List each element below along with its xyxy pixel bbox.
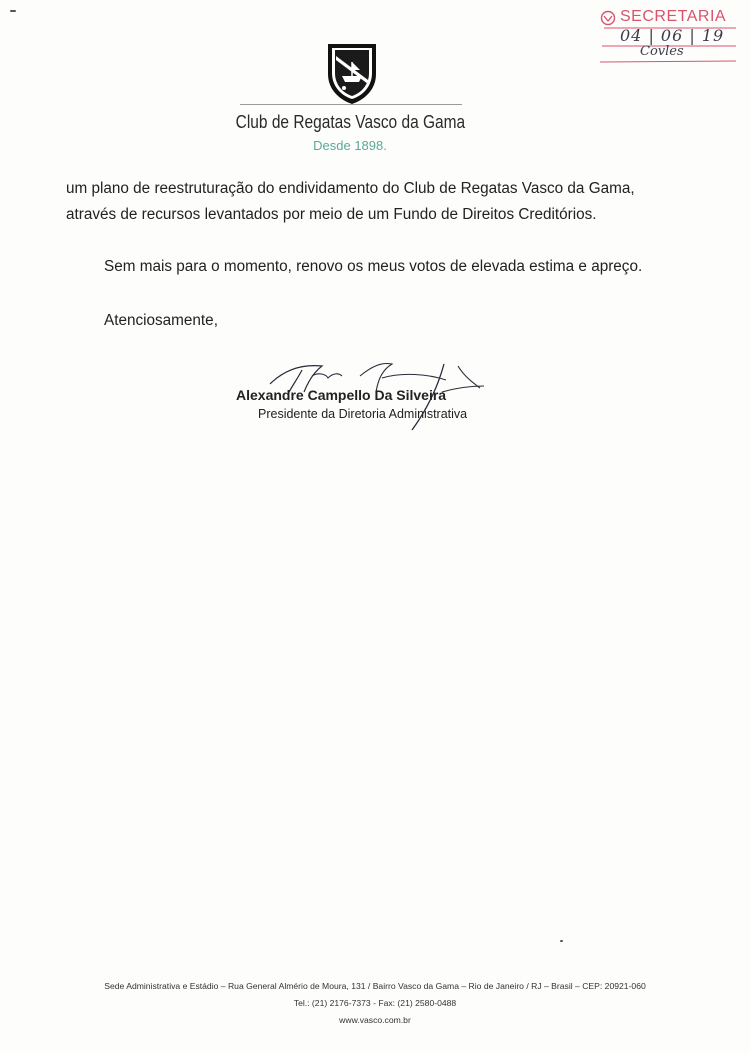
body-line: através de recursos levantados por meio de um Fundo de Direitos Creditórios. [66,206,597,223]
body-line: um plano de reestruturação do endividamento do Club de Regatas Vasco da Gama, [66,180,635,197]
stamp-initials: Covles [640,44,684,59]
paper-speck [10,10,16,12]
body-paragraph [66,176,696,228]
stamp-title: SECRETARIA [620,8,727,25]
club-founded: Desde 1898. [313,138,387,153]
vasco-crest-icon [324,40,380,106]
stamp-emblem-icon [600,10,616,26]
footer-phone: Tel.: (21) 2176-7373 - Fax: (21) 2580-0488 [293,998,457,1008]
footer-website: www.vasco.com.br [339,1015,411,1025]
signatory-name: Alexandre Campello Da Silveira [236,387,447,403]
header-divider [240,104,462,105]
footer-address: Sede Administrativa e Estádio – Rua General Almério de Moura, 131 / Bairro Vasco da Gama – Rio de Janeiro / RJ – Brasil – CEP: 20921-060 [104,981,646,991]
reception-stamp [598,6,738,64]
closing-paragraph: Sem mais para o momento, renovo os meus votos de elevada estima e apreço. [104,258,643,275]
club-name: Club de Regatas Vasco da Gama [235,112,465,132]
salutation: Atenciosamente, [104,312,218,329]
paper-speck [560,940,563,942]
stamp-date: 04 | 06 | 19 [620,26,725,45]
signatory-role: Presidente da Diretoria Administrativa [258,407,468,421]
